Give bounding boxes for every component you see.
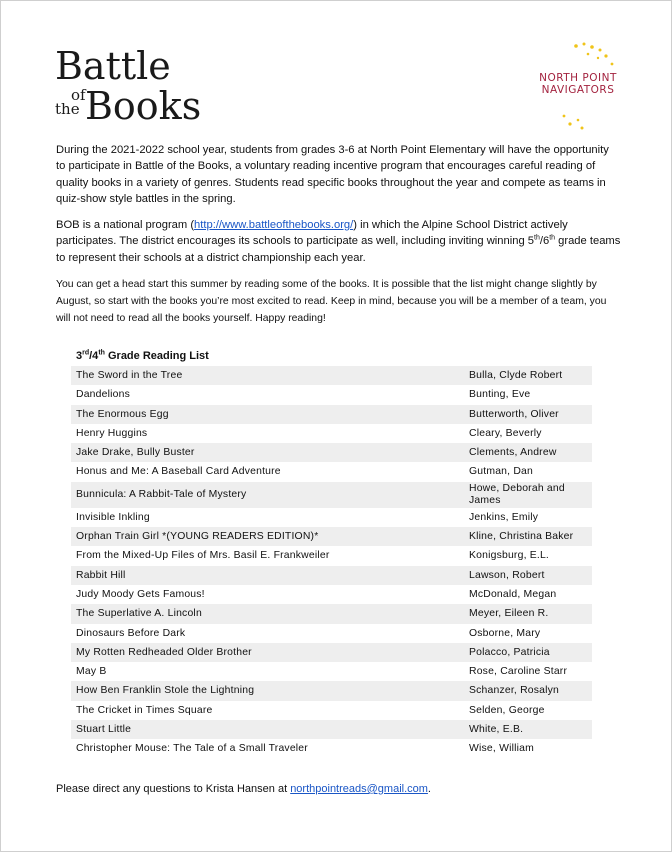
battle-of-the-books-link[interactable]: http://www.battleofthebooks.org/ <box>194 219 354 231</box>
p2-text-mid: ) in which the Alpine School District actively participates. The district encourages its schools to participate as well, including inviting winning 5 <box>56 219 568 248</box>
book-title: Christopher Mouse: The Tale of a Small Traveler <box>76 743 308 755</box>
np-logo-line2: NAVIGATORS <box>541 84 615 96</box>
book-title: Bunnicula: A Rabbit-Tale of Mystery <box>76 488 247 500</box>
book-title: Rabbit Hill <box>76 569 126 581</box>
footer-text: Please direct any questions to Krista Hansen at <box>56 783 291 795</box>
battle-of-the-books-logo <box>55 44 205 128</box>
heading-grade-4: /4 <box>89 350 99 362</box>
heading-sup-rd: rd <box>82 349 90 357</box>
book-author: Lawson, Robert <box>469 569 545 581</box>
table-row <box>71 585 592 604</box>
book-author: Jenkins, Emily <box>469 511 539 523</box>
p2-sup-th-1: th <box>534 234 540 242</box>
table-row <box>71 701 592 720</box>
bob-logo-word-the: the <box>55 100 80 118</box>
book-author: Kline, Christina Baker <box>469 531 574 543</box>
book-title: The Sword in the Tree <box>76 370 183 381</box>
table-row <box>71 385 592 404</box>
book-author: Meyer, Eileen R. <box>469 608 549 620</box>
book-author: Butterworth, Oliver <box>469 408 559 420</box>
book-author: Bulla, Clyde Robert <box>469 370 563 381</box>
contact-footer <box>56 781 616 797</box>
book-title: Orphan Train Girl *(YOUNG READERS EDITION)* <box>76 531 319 543</box>
book-title: The Enormous Egg <box>76 408 169 420</box>
book-title: The Superlative A. Lincoln <box>76 608 202 620</box>
book-author: Selden, George <box>469 704 545 716</box>
table-row <box>71 681 592 700</box>
table-row <box>71 546 592 565</box>
p2-text-after: grade teams to represent their schools at a district championship each year. <box>56 235 621 264</box>
intro-paragraph-2 <box>56 217 621 266</box>
heading-sup-th: th <box>98 349 105 357</box>
table-row <box>71 720 592 739</box>
table-row <box>71 662 592 681</box>
table-row <box>71 462 592 481</box>
contact-email-link[interactable]: northpointreads@gmail.com <box>290 783 428 795</box>
book-author: White, E.B. <box>469 724 524 736</box>
book-author: Osborne, Mary <box>469 627 541 639</box>
book-author: Bunting, Eve <box>469 389 531 401</box>
bob-logo-word-of: of <box>71 86 86 104</box>
footer-end: . <box>427 783 431 795</box>
north-point-navigators-wordmark <box>522 72 634 96</box>
table-row <box>71 443 592 462</box>
book-author: Rose, Caroline Starr <box>469 666 568 678</box>
book-title: Stuart Little <box>76 724 132 736</box>
reading-list-heading <box>76 348 209 364</box>
intro-paragraph-1: During the 2021-2022 school year, students from grades 3-6 at North Point Elementary will have the opportunity to participate in Battle of the Books, a voluntary reading incentive program that encourages careful reading of quality books in a variety of genres. Students read specific books throughout the year and compete as teams in quiz-show style battles in the spring. <box>56 144 609 206</box>
table-row <box>71 739 592 758</box>
table-row <box>71 527 592 546</box>
book-title: The Cricket in Times Square <box>76 704 213 716</box>
book-title: Dinosaurs Before Dark <box>76 627 186 639</box>
book-title: Dandelions <box>76 389 130 401</box>
book-title: Invisible Inkling <box>76 511 150 523</box>
heading-grade-3: 3 <box>76 350 83 362</box>
book-title: From the Mixed-Up Files of Mrs. Basil E. Frankweiler <box>76 550 330 562</box>
table-row <box>71 482 592 508</box>
book-author: Schanzer, Rosalyn <box>469 685 560 697</box>
book-author: Wise, William <box>469 743 534 755</box>
book-author: Clements, Andrew <box>469 447 557 459</box>
book-title: Jake Drake, Bully Buster <box>76 447 195 459</box>
heading-text: Grade Reading List <box>104 350 209 362</box>
book-title: Judy Moody Gets Famous! <box>76 588 205 600</box>
book-author: Cleary, Beverly <box>469 427 542 439</box>
np-logo-line1: NORTH POINT <box>539 72 617 84</box>
table-row <box>71 405 592 424</box>
table-row <box>71 624 592 643</box>
reading-list-table <box>71 366 592 759</box>
intro-paragraph-3: You can get a head start this summer by reading some of the books. It is possible that the list might change slightly by August, so start with the books you’re most excited to read. Keep in mind, because you will be a member of a team, you will not need to read all the books yourself. Happy reading! <box>56 279 607 324</box>
table-row <box>71 643 592 662</box>
book-author: Konigsburg, E.L. <box>469 550 550 562</box>
book-author: McDonald, Megan <box>469 588 557 600</box>
bob-logo-word-battle: Battle <box>55 44 171 88</box>
table-row <box>71 424 592 443</box>
book-title: Henry Huggins <box>76 427 148 439</box>
table-row <box>71 566 592 585</box>
p2-sup-th-2: th <box>549 234 556 242</box>
north-point-navigators-logo <box>514 40 634 132</box>
book-title: May B <box>76 666 107 678</box>
p2-text-before: BOB is a national program ( <box>56 219 195 231</box>
table-row <box>71 366 592 385</box>
book-title: Honus and Me: A Baseball Card Adventure <box>76 466 281 478</box>
table-row <box>71 508 592 527</box>
book-author: Polacco, Patricia <box>469 646 550 658</box>
p2-text-slash: /6 <box>539 235 550 248</box>
book-author: Gutman, Dan <box>469 466 533 478</box>
book-author: Howe, Deborah and James <box>469 482 565 506</box>
bob-logo-word-books: Books <box>85 84 202 128</box>
book-title: How Ben Franklin Stole the Lightning <box>76 685 255 697</box>
book-title: My Rotten Redheaded Older Brother <box>76 646 252 658</box>
table-row <box>71 604 592 623</box>
